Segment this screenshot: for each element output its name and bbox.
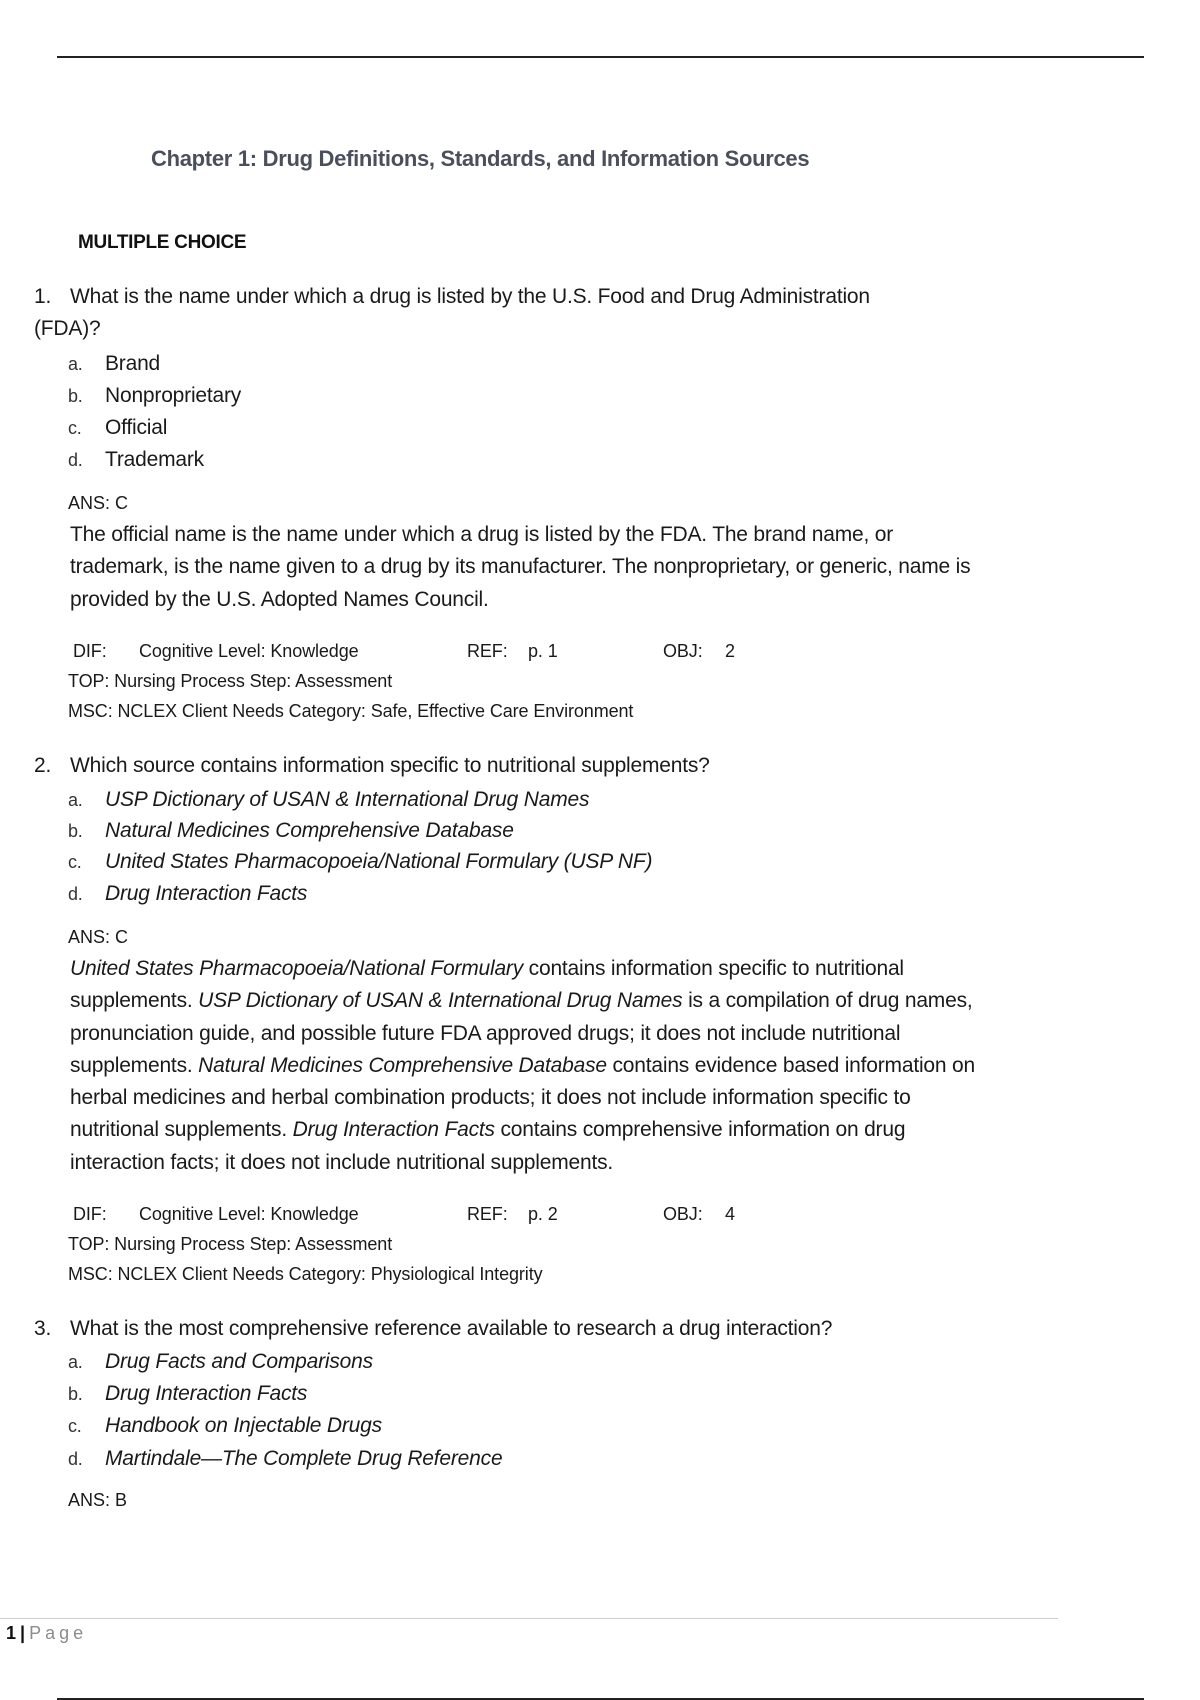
answer-key: ANS: B: [68, 1490, 128, 1510]
rationale: The official name is the name under which a drug is listed by the FDA. The brand name, or trademark, is the name given to a drug by its manufacturer. The nonproprietary, or generic, name is provided by the U.S. Adopted Names Council.: [70, 523, 971, 611]
dif-label: DIF:: [73, 641, 107, 661]
question-number: 3.: [34, 1317, 52, 1340]
question-text: What is the most comprehensive reference available to research a drug interaction?: [70, 1317, 833, 1340]
question-1-stem: [34, 281, 964, 345]
dif-value: Cognitive Level: Knowledge: [139, 1204, 359, 1224]
page-footer: [6, 1620, 87, 1646]
option-a: a. Drug Facts and Comparisons: [68, 1350, 373, 1373]
question-text: What is the name under which a drug is listed by the U.S. Food and Drug Administration: [70, 285, 870, 308]
ref-value: p. 1: [528, 641, 558, 661]
question-metadata: [68, 1199, 968, 1289]
obj-label: OBJ:: [663, 1204, 703, 1224]
ref-label: REF:: [467, 641, 508, 661]
option-a: a. USP Dictionary of USAN & International Drug Names: [68, 788, 590, 811]
answer-key: ANS: C: [68, 927, 129, 947]
option-b: b. Nonproprietary: [68, 384, 242, 407]
answer-key: ANS: C: [68, 493, 129, 513]
option-c: c. Handbook on Injectable Drugs: [68, 1414, 382, 1437]
obj-value: 2: [725, 641, 735, 661]
msc: MSC: NCLEX Client Needs Category: Safe, Effective Care Environment: [68, 701, 634, 721]
option-a: a. Brand: [68, 352, 161, 375]
question-metadata: [68, 636, 968, 726]
question-number: 1.: [34, 285, 52, 308]
obj-value: 4: [725, 1204, 735, 1224]
question-2-stem: [34, 750, 964, 782]
footer-separator: |: [20, 1623, 26, 1643]
dif-value: Cognitive Level: Knowledge: [139, 641, 359, 661]
option-c: c. United States Pharmacopoeia/National Formulary (USP NF): [68, 850, 653, 873]
obj-label: OBJ:: [663, 641, 703, 661]
ref-value: p. 2: [528, 1204, 558, 1224]
page-word: Page: [29, 1623, 88, 1643]
ref-label: REF:: [467, 1204, 508, 1224]
topic: TOP: Nursing Process Step: Assessment: [68, 1234, 393, 1254]
option-d: d. Martindale—The Complete Drug Reference: [68, 1447, 503, 1470]
option-b: b. Drug Interaction Facts: [68, 1382, 308, 1405]
dif-label: DIF:: [73, 1204, 107, 1224]
section-heading: MULTIPLE CHOICE: [78, 232, 247, 253]
option-d: d. Trademark: [68, 448, 204, 471]
msc: MSC: NCLEX Client Needs Category: Physiological Integrity: [68, 1264, 543, 1284]
rationale: United States Pharmacopoeia/National Formulary contains information specific to nutritional supplements. USP Dictionary of USAN & International Drug Names is a compilation of drug names, pronunciation guide, and possible future FDA approved drugs; it does not include nutritional supplements. Natural Medicines Comprehensive Database contains evidence based information on herbal medicines and herbal combination products; it does not include information specific to nutritional supplements. Drug Interaction Facts contains comprehensive information on drug interaction facts; it does not include nutritional supplements.: [70, 957, 975, 1174]
option-b: b. Natural Medicines Comprehensive Database: [68, 819, 514, 842]
option-d: d. Drug Interaction Facts: [68, 882, 308, 905]
question-3-stem: [34, 1313, 964, 1345]
top-rule: [57, 56, 1144, 58]
footer-rule: [0, 1618, 1058, 1619]
topic: TOP: Nursing Process Step: Assessment: [68, 671, 393, 691]
page-number: 1: [6, 1623, 17, 1643]
question-number: 2.: [34, 754, 52, 777]
option-c: c. Official: [68, 416, 168, 439]
question-text: Which source contains information specific to nutritional supplements?: [70, 754, 710, 777]
question-text-cont: (FDA)?: [34, 317, 101, 340]
chapter-title: Chapter 1: Drug Definitions, Standards, and Information Sources: [151, 146, 810, 171]
